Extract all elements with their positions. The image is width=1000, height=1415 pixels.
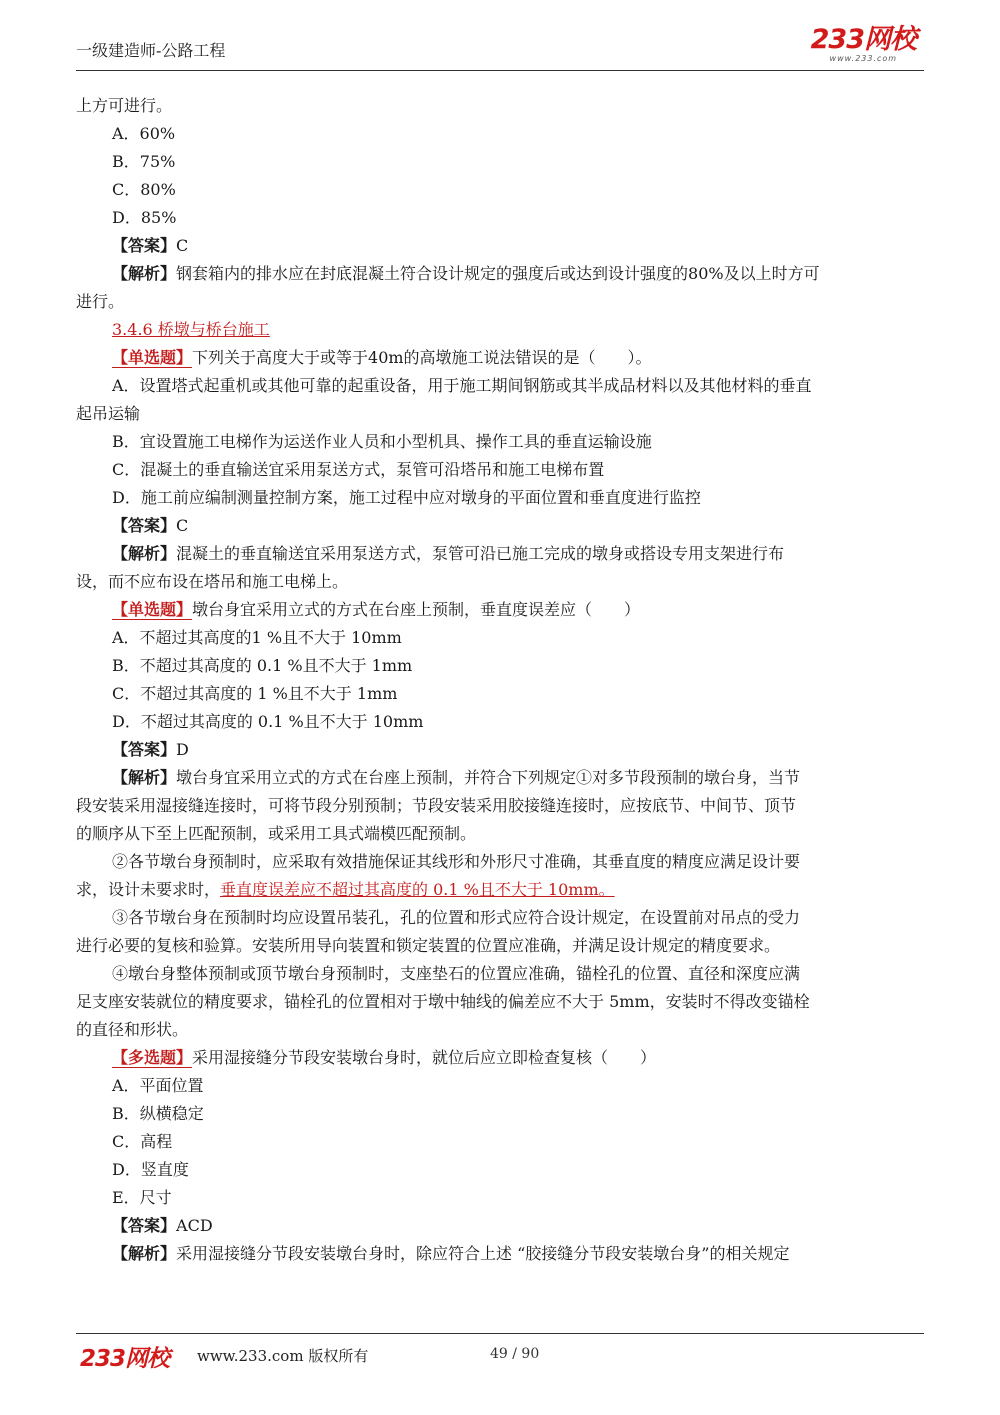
- line-text: D．85%: [112, 208, 177, 227]
- text-line: [76, 1100, 926, 1128]
- line-text: ③各节墩台身在预制时均应设置吊装孔，孔的位置和形式应符合设计规定，在设置前对吊点的受力: [112, 908, 801, 927]
- line-text: A．不超过其高度的1 %且不大于 10mm: [112, 628, 402, 647]
- line-text: C．不超过其高度的 1 %且不大于 1mm: [112, 684, 398, 703]
- text-line: [76, 624, 926, 652]
- text-line: [76, 736, 926, 764]
- section-heading: 3.4.6 桥墩与桥台施工: [112, 320, 270, 339]
- line-text: B．75%: [112, 152, 176, 171]
- logo-url: www.233.com: [829, 54, 898, 63]
- text-line: [76, 372, 926, 400]
- text-line: [76, 176, 926, 204]
- line-text: ②各节墩台身预制时，应采取有效措施保证其线形和外形尺寸准确，其垂直度的精度应满足设计要: [112, 852, 801, 871]
- line-text: B．宜设置施工电梯作为运送作业人员和小型机具、操作工具的垂直运输设施: [112, 432, 652, 451]
- text-line: [76, 1240, 926, 1268]
- text-line: [76, 148, 926, 176]
- line-text: 设，而不应布设在塔吊和施工电梯上。: [76, 572, 349, 591]
- text-line: [76, 820, 926, 848]
- highlighted-text: 垂直度误差应不超过其高度的 0.1 %且不大于 10mm。: [220, 880, 615, 899]
- line-text: 墩台身宜采用立式的方式在台座上预制，并符合下列规定①对多节段预制的墩台身，当节: [176, 768, 801, 787]
- line-text: B．纵横稳定: [112, 1104, 204, 1123]
- text-line: [76, 232, 926, 260]
- text-line: [76, 1044, 926, 1072]
- footer-logo: 233网校: [80, 1346, 170, 1372]
- line-text: C．80%: [112, 180, 176, 199]
- text-line: [76, 512, 926, 540]
- answer-label: 【解析】: [112, 1244, 177, 1263]
- text-line: [76, 484, 926, 512]
- text-line: [76, 876, 926, 904]
- answer-label: 【答案】: [112, 236, 177, 255]
- line-text: C．混凝土的垂直输送宜采用泵送方式，泵管可沿塔吊和施工电梯布置: [112, 460, 605, 479]
- line-text: 进行。: [76, 292, 125, 311]
- line-text: 墩台身宜采用立式的方式在台座上预制，垂直度误差应（ ）: [192, 600, 641, 619]
- text-line: [76, 932, 926, 960]
- line-text: 段安装采用湿接缝连接时，可将节段分别预制；节段安装采用胶接缝连接时，应按底节、中间节、顶节: [76, 796, 797, 815]
- text-line: [76, 428, 926, 456]
- line-text: 进行必要的复核和验算。安装所用导向装置和锁定装置的位置应准确，并满足设计规定的精度要求。: [76, 936, 781, 955]
- document-title: 一级建造师-公路工程: [76, 41, 226, 60]
- text-line: [76, 1016, 926, 1044]
- text-line: [76, 400, 926, 428]
- text-line: [76, 540, 926, 568]
- line-text: D．施工前应编制测量控制方案，施工过程中应对墩身的平面位置和垂直度进行监控: [112, 488, 701, 507]
- text-line: [76, 764, 926, 792]
- line-text: 采用湿接缝分节段安装墩台身时，除应符合上述 “胶接缝分节段安装墩台身”的相关规定: [176, 1244, 790, 1263]
- text-line: [76, 904, 926, 932]
- line-text: D: [176, 740, 189, 759]
- text-line: [76, 1212, 926, 1240]
- text-line: [76, 792, 926, 820]
- line-text: 钢套箱内的排水应在封底混凝土符合设计规定的强度后或达到设计强度的80%及以上时方可: [176, 264, 820, 283]
- text-line: [76, 596, 926, 624]
- logo-mark: 233网校: [810, 24, 916, 55]
- text-line: [76, 1184, 926, 1212]
- line-text: E．尺寸: [112, 1188, 172, 1207]
- text-line: [76, 848, 926, 876]
- footer-copyright: www.233.com 版权所有: [197, 1347, 369, 1365]
- line-text: 的顺序从下至上匹配预制，或采用工具式端模匹配预制。: [76, 824, 477, 843]
- line-text: ACD: [176, 1216, 213, 1235]
- line-text: 采用湿接缝分节段安装墩台身时，就位后应立即检查复核（ ）: [192, 1048, 657, 1067]
- text-line: [76, 1128, 926, 1156]
- header-divider: [76, 70, 924, 71]
- document-body: [76, 92, 926, 1268]
- line-text: 的直径和形状。: [76, 1020, 189, 1039]
- question-type-tag: 【多选题】: [112, 1048, 193, 1067]
- line-text: A．平面位置: [112, 1076, 204, 1095]
- line-text: A．60%: [112, 124, 176, 143]
- line-text: 求，设计未要求时，: [76, 880, 221, 899]
- text-line: [76, 568, 926, 596]
- question-type-tag: 【单选题】: [112, 348, 193, 367]
- line-text: 下列关于高度大于或等于40m的高墩施工说法错误的是（ ）。: [192, 348, 652, 367]
- answer-label: 【解析】: [112, 544, 177, 563]
- text-line: [76, 1072, 926, 1100]
- text-line: [76, 288, 926, 316]
- answer-label: 【答案】: [112, 1216, 177, 1235]
- line-text: 混凝土的垂直输送宜采用泵送方式，泵管可沿已施工完成的墩身或搭设专用支架进行布: [176, 544, 785, 563]
- line-text: D．竖直度: [112, 1160, 189, 1179]
- line-text: C: [176, 516, 189, 535]
- question-type-tag: 【单选题】: [112, 600, 193, 619]
- text-line: [76, 680, 926, 708]
- answer-label: 【答案】: [112, 740, 177, 759]
- text-line: [76, 204, 926, 232]
- brand-logo: [811, 26, 916, 63]
- line-text: ④墩台身整体预制或顶节墩台身预制时，支座垫石的位置应准确，锚栓孔的位置、直径和深度应满: [112, 964, 801, 983]
- answer-label: 【解析】: [112, 768, 177, 787]
- line-text: D．不超过其高度的 0.1 %且不大于 10mm: [112, 712, 424, 731]
- line-text: 足支座安装就位的精度要求，锚栓孔的位置相对于墩中轴线的偏差应不大于 5mm，安装时不得改变锚栓: [76, 992, 810, 1011]
- footer-divider: [76, 1333, 924, 1334]
- answer-label: 【解析】: [112, 264, 177, 283]
- text-line: [76, 260, 926, 288]
- text-line: [76, 344, 926, 372]
- text-line: [76, 960, 926, 988]
- line-text: C: [176, 236, 189, 255]
- line-text: 起吊运输: [76, 404, 141, 423]
- text-line: [76, 1156, 926, 1184]
- line-text: A．设置塔式起重机或其他可靠的起重设备，用于施工期间钢筋或其半成品材料以及其他材料的垂直: [112, 376, 812, 395]
- text-line: [76, 988, 926, 1016]
- text-line: [76, 120, 926, 148]
- line-text: B．不超过其高度的 0.1 %且不大于 1mm: [112, 656, 413, 675]
- page-number: 49 / 90: [490, 1346, 540, 1362]
- text-line: [76, 456, 926, 484]
- answer-label: 【答案】: [112, 516, 177, 535]
- text-line: [76, 316, 926, 344]
- line-text: 上方可进行。: [76, 96, 173, 115]
- text-line: [76, 652, 926, 680]
- text-line: [76, 92, 926, 120]
- text-line: [76, 708, 926, 736]
- line-text: C．高程: [112, 1132, 173, 1151]
